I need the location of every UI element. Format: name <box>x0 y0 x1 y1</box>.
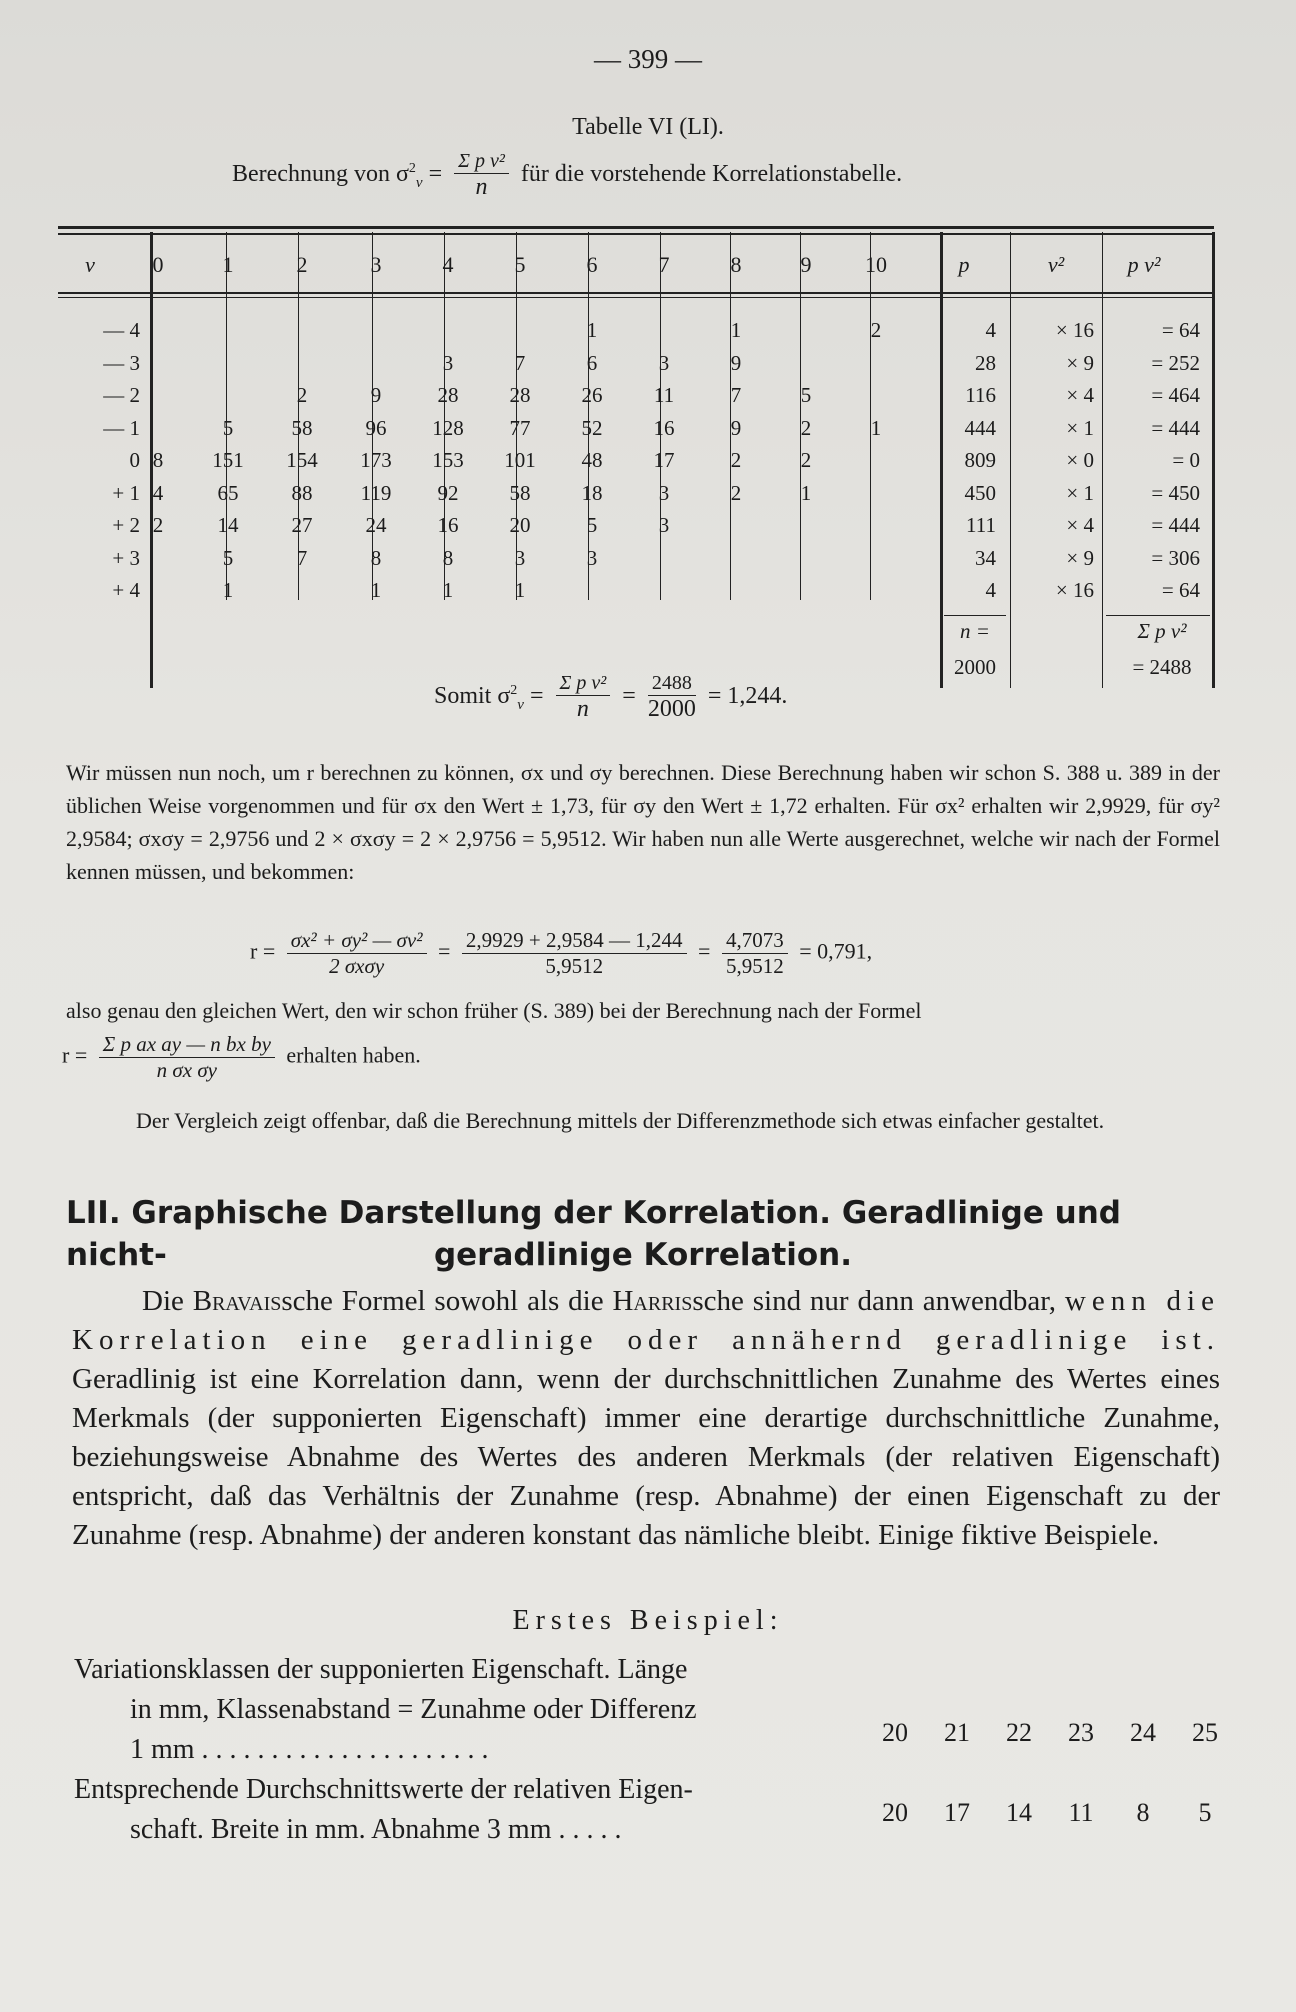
table-cell-p: 444 <box>964 415 996 440</box>
table-cell-v2: × 16 <box>1055 578 1094 602</box>
table-cell: 27 <box>291 513 313 537</box>
formula-r: r = $\frac{\text{σx² + σy² — σν²}}{\text{2 σxσy}}$ = $\frac{2,9929 + 2,9584 — 1,244}{5,9512}$ = $\frac{4,7073}{5,9512}$ = 0,791, <box>250 928 873 978</box>
table-cell-v2: × 9 <box>1066 350 1094 375</box>
table-title: Tabelle VI (LI). <box>572 114 724 140</box>
table-cell: 151 <box>212 448 244 472</box>
body-part-3: sche sind nur dann anwendbar, <box>692 1285 1065 1317</box>
body-harris: Harris <box>612 1285 693 1317</box>
table-cell: 2 <box>870 318 882 342</box>
table-cell-p: 116 <box>965 383 996 407</box>
somit-prefix: Somit σ <box>434 683 511 710</box>
example-value: 25 <box>1192 1718 1218 1747</box>
example-row-1-values <box>864 1718 1236 1748</box>
somit-fraction-1 <box>556 672 611 723</box>
table-caption: Berechnung von $\sigma^2_\nu$ = $\frac{\text{Σ p ν²}}{n}$ für die vorstehende Korrelationstabelle. <box>232 150 903 200</box>
table-cell-p: 4 <box>985 318 996 342</box>
somit-sup: 2 <box>510 683 518 699</box>
table-cell: 5 <box>222 545 234 570</box>
table-column-header: 2 <box>296 252 308 277</box>
table-cell: 7 <box>296 545 308 570</box>
table-cell: 119 <box>360 480 392 505</box>
table-column-header: p ν² <box>1127 252 1161 277</box>
table-cell: 2 <box>730 448 742 472</box>
formula-r-den-3: 5,9512 <box>725 954 784 978</box>
table-column-header: ν² <box>1047 252 1065 277</box>
table-cell: 7 <box>514 350 526 375</box>
table-top-rule <box>58 226 1214 229</box>
formula-2-den: n σx σy <box>156 1058 217 1082</box>
somit-numerator-2: 2488 <box>648 672 696 696</box>
example-value: 14 <box>1006 1798 1032 1827</box>
table-cell-pv2: = 450 <box>1151 480 1200 505</box>
example-title: Erstes Beispiel: <box>512 1605 784 1636</box>
table-row-label: — 1 <box>103 415 140 440</box>
somit-denominator-2: 2000 <box>647 696 696 722</box>
table-cell-v2: × 0 <box>1066 448 1094 472</box>
body-part-1: Die <box>142 1285 193 1317</box>
example-value: 5 <box>1198 1798 1212 1827</box>
paragraph-2: also genau den gleichen Wert, den wir schon früher (S. 389) bei der Berechnung nach der Formel <box>66 998 922 1023</box>
table-column-header: p <box>958 252 970 277</box>
formula-2-num: Σ p ax ay — n bx by <box>99 1032 275 1058</box>
table-cell: 17 <box>653 448 675 472</box>
table-cell: 3 <box>442 350 454 375</box>
formula-r-frac-1 <box>287 928 427 979</box>
table-cell: 1 <box>800 480 812 505</box>
paragraph-3: Der Vergleich zeigt offenbar, daß die Berechnung mittels der Differenzmethode sich etwas einfacher gestaltet. <box>136 1108 1105 1133</box>
table-row-label: + 1 <box>112 480 140 505</box>
table-cell: 3 <box>658 350 670 375</box>
example-row-2-line-1: Entsprechende Durchschnittswerte der relativen Eigen- <box>74 1774 693 1805</box>
table-column-header: 1 <box>222 252 234 277</box>
table-cell-v2: × 9 <box>1066 545 1094 570</box>
table-header-rule-thin <box>58 297 1214 298</box>
formula-r-frac-3 <box>722 928 788 979</box>
table-cell: 14 <box>217 513 239 537</box>
table-cell: 28 <box>437 383 459 407</box>
table-cell: 1 <box>514 578 526 602</box>
table-cell-v2: × 4 <box>1066 513 1094 537</box>
table-column-header: 7 <box>658 252 670 277</box>
example-row-1-line-3: 1 mm . . . . . . . . . . . . . . . . . . . . . <box>130 1734 489 1765</box>
sum-rule <box>944 615 1006 617</box>
table-cell-pv2: = 306 <box>1151 545 1200 570</box>
table-cell-pv2: = 464 <box>1151 383 1200 407</box>
table-cell: 173 <box>360 448 392 472</box>
caption-sup: 2 <box>408 161 416 177</box>
example-value: 20 <box>882 1798 908 1827</box>
table-cell: 58 <box>291 415 313 440</box>
table-cell: 1 <box>730 318 742 342</box>
sum-value: = 2488 <box>1132 654 1192 679</box>
table-cell: 92 <box>437 480 459 505</box>
table-cell: 18 <box>581 480 603 505</box>
table-cell: 6 <box>586 350 598 375</box>
table-cell-v2: × 1 <box>1066 480 1094 505</box>
table-cell-p: 28 <box>975 350 996 375</box>
table-cell-p: 450 <box>964 480 996 505</box>
table-cell: 96 <box>365 415 387 440</box>
caption-suffix: für die vorstehende Korrelationstabelle. <box>520 161 903 188</box>
caption-denominator: n <box>475 174 488 200</box>
example-value: 22 <box>1006 1718 1032 1747</box>
table-column-header: 9 <box>800 252 812 277</box>
table-cell-v2: × 1 <box>1066 415 1094 440</box>
table-column-header: 8 <box>730 252 742 277</box>
example-row-2-label <box>74 1770 864 1850</box>
table-cell: 1 <box>870 415 882 440</box>
example-row-2-values <box>864 1798 1236 1828</box>
table-cell: 9 <box>730 415 742 440</box>
example-row-1-label <box>74 1650 864 1770</box>
sum-label: Σ p ν² <box>1137 618 1187 643</box>
formula-2 <box>62 1032 421 1083</box>
table-cell: 1 <box>370 578 382 602</box>
page-number: — 399 — <box>594 44 702 74</box>
example-value: 23 <box>1068 1718 1094 1747</box>
body-bravais: Bravais <box>192 1285 282 1317</box>
example-value: 11 <box>1068 1798 1094 1827</box>
table-cell-pv2: = 64 <box>1161 318 1200 342</box>
table-cell: 2 <box>730 480 742 505</box>
formula-r-frac-2 <box>462 928 687 979</box>
table-cell: 3 <box>514 545 526 570</box>
table-cell: 48 <box>581 448 603 472</box>
table-cell: 2 <box>152 513 164 537</box>
table-cell: 5 <box>800 383 812 407</box>
table-cell: 3 <box>658 480 670 505</box>
formula-r-num-3: 4,7073 <box>722 928 788 954</box>
table-cell: 9 <box>370 383 382 407</box>
example-value: 20 <box>882 1718 908 1747</box>
table-cell: 5 <box>222 415 234 440</box>
table-cell-p: 34 <box>975 545 996 570</box>
body-part-4: Geradlinig ist eine Korrelation dann, wenn der durchschnittlichen Zunahme des Wertes eines Merkmals (der supponierten Eigenschaft) immer eine derartige durchschnittliche Zunahme, beziehungsweise Abnahme des Wertes des anderen Merkmals (der relativen Eigenschaft) entspricht, daß das Verhältnis der Zunahme (resp. Abnahme) der einen Eigenschaft zu der Zunahme (resp. Abnahme) der anderen konstant das nämliche bleibt. Einige fiktive Beispiele. <box>72 1363 1220 1551</box>
body-spaced-emphasis: wenn die Korrelation eine geradlinige oder annähernd geradlinige ist. <box>72 1285 1220 1356</box>
table-cell: 28 <box>509 383 531 407</box>
table-cell-v2: × 16 <box>1055 318 1094 342</box>
table-cell-p: 111 <box>966 513 996 537</box>
table-row-label: — 2 <box>103 383 140 407</box>
formula-r-lhs: r = <box>250 938 276 964</box>
table-cell: 1 <box>222 578 234 602</box>
table-column-line <box>1010 232 1011 688</box>
table-cell: 88 <box>291 480 313 505</box>
example-value: 21 <box>944 1718 970 1747</box>
table-cell: 16 <box>437 513 459 537</box>
table-cell: 1 <box>442 578 454 602</box>
table-row-label: + 3 <box>112 545 140 570</box>
table-cell: 8 <box>370 545 382 570</box>
table-row-label: — 4 <box>103 318 140 342</box>
section-body <box>72 1282 1220 1555</box>
table-cell: 26 <box>581 383 603 407</box>
body-part-2: sche Formel sowohl als die <box>281 1285 613 1317</box>
table-cell: 58 <box>509 480 531 505</box>
formula-2-lhs: r = <box>62 1042 88 1068</box>
somit-numerator-1: Σ p ν² <box>556 672 611 696</box>
table-column-header: 4 <box>442 252 454 277</box>
table-cell: 4 <box>152 480 164 505</box>
n-value: 2000 <box>954 654 996 679</box>
example-value: 24 <box>1130 1718 1156 1747</box>
table-column-header: 5 <box>514 252 526 277</box>
table-cell-p: 809 <box>964 448 996 472</box>
formula-r-result: = 0,791, <box>799 938 873 964</box>
formula-r-den-2: 5,9512 <box>545 954 604 978</box>
table-cell: 3 <box>658 513 670 537</box>
table-cell: 154 <box>286 448 318 472</box>
table-column-line <box>1102 232 1103 688</box>
table-column-header: 10 <box>865 252 887 277</box>
table-cell: 101 <box>504 448 536 472</box>
table-row-label: + 2 <box>112 513 140 537</box>
caption-sub: ν <box>415 174 423 191</box>
table-cell-pv2: = 444 <box>1151 513 1200 537</box>
table-cell: 1 <box>586 318 598 342</box>
table-header-rule <box>58 292 1214 294</box>
table-cell: 153 <box>432 448 464 472</box>
formula-r-den-1: 2 σxσy <box>329 954 385 978</box>
example-row-1-line-2: in mm, Klassenabstand = Zunahme oder Differenz <box>130 1694 697 1725</box>
table-cell: 2 <box>800 415 812 440</box>
caption-prefix: Berechnung von σ <box>232 161 409 188</box>
table-cell: 8 <box>442 545 454 570</box>
table-cell-pv2: = 64 <box>1161 578 1200 602</box>
example-value: 17 <box>944 1798 970 1827</box>
somit-sub: ν <box>517 696 524 713</box>
table-cell: 8 <box>152 448 164 472</box>
n-label: n = <box>960 618 990 643</box>
table-cell: 77 <box>509 415 531 440</box>
somit-formula: Somit $\sigma^2_\nu$ = $\frac{\text{Σ p ν²}}{n}$ = $\frac{2488}{2000}$ = 1,244. <box>434 672 788 722</box>
somit-result: = 1,244. <box>707 683 788 710</box>
formula-2-suffix: erhalten haben. <box>286 1042 421 1068</box>
table-cell: 11 <box>653 383 675 407</box>
example-value: 8 <box>1136 1798 1150 1827</box>
table-cell: 7 <box>730 383 742 407</box>
sum-rule <box>1106 615 1210 617</box>
table-cell: 5 <box>586 513 598 537</box>
table-cell-pv2: = 252 <box>1151 350 1200 375</box>
caption-numerator: Σ p ν² <box>454 150 509 174</box>
table-cell: 128 <box>432 415 464 440</box>
section-heading-line-1: LII. Graphische Darstellung der Korrelation. Geradlinige und nicht- <box>66 1195 1121 1273</box>
table-cell: 2 <box>296 383 308 407</box>
table-cell: 9 <box>730 350 742 375</box>
table-cell: 3 <box>586 545 598 570</box>
example-row-2-line-2: schaft. Breite in mm. Abnahme 3 mm . . . . . <box>130 1814 622 1845</box>
formula-r-num-1: σx² + σy² — σν² <box>287 928 427 954</box>
formula-r-num-2: 2,9929 + 2,9584 — 1,244 <box>462 928 687 954</box>
table-cell: 65 <box>217 480 239 505</box>
table-cell: 24 <box>365 513 387 537</box>
section-heading-line-2: geradlinige Korrelation. <box>433 1237 853 1273</box>
table-cell-pv2: = 0 <box>1172 448 1200 472</box>
somit-fraction-2 <box>648 672 696 723</box>
somit-denominator-1: n <box>576 696 589 722</box>
formula-2-frac <box>99 1032 275 1083</box>
table-cell: 16 <box>653 415 675 440</box>
table-column-header: 0 <box>152 252 164 277</box>
table-row-label: — 3 <box>103 350 140 375</box>
table-column-header: 3 <box>370 252 382 277</box>
table-column-header: 6 <box>586 252 598 277</box>
caption-fraction <box>454 150 509 201</box>
table-row-label: + 4 <box>112 578 140 602</box>
table-cell-p: 4 <box>985 578 996 602</box>
paragraph-1: Wir müssen nun noch, um r berechnen zu können, σx und σy berechnen. Diese Berechnung haben wir schon S. 388 u. 389 in der üblichen Weise vorgenommen und für σx den Wert ± 1,73, für σy den Wert ± 1,72 erhalten. Für σx² erhalten wir 2,9929, für σy² 2,9584; σxσy = 2,9756 und 2 × σxσy = 2 × 2,9756 = 5,9512. Wir haben nun alle Werte ausgerechnet, welche wir nach der Formel kennen müssen, und bekommen: <box>66 760 1220 884</box>
example-row-1-line-1: Variationsklassen der supponierten Eigenschaft. Länge <box>74 1654 688 1685</box>
table-column-line <box>1212 232 1215 688</box>
table-row-label: 0 <box>129 448 140 472</box>
table-cell-v2: × 4 <box>1066 383 1094 407</box>
table-cell-pv2: = 444 <box>1151 415 1200 440</box>
table-column-header: ν <box>85 252 95 277</box>
table-cell: 2 <box>800 448 812 472</box>
table-cell: 52 <box>581 415 603 440</box>
table-cell: 20 <box>509 513 531 537</box>
table-top-rule-thin <box>58 233 1214 235</box>
